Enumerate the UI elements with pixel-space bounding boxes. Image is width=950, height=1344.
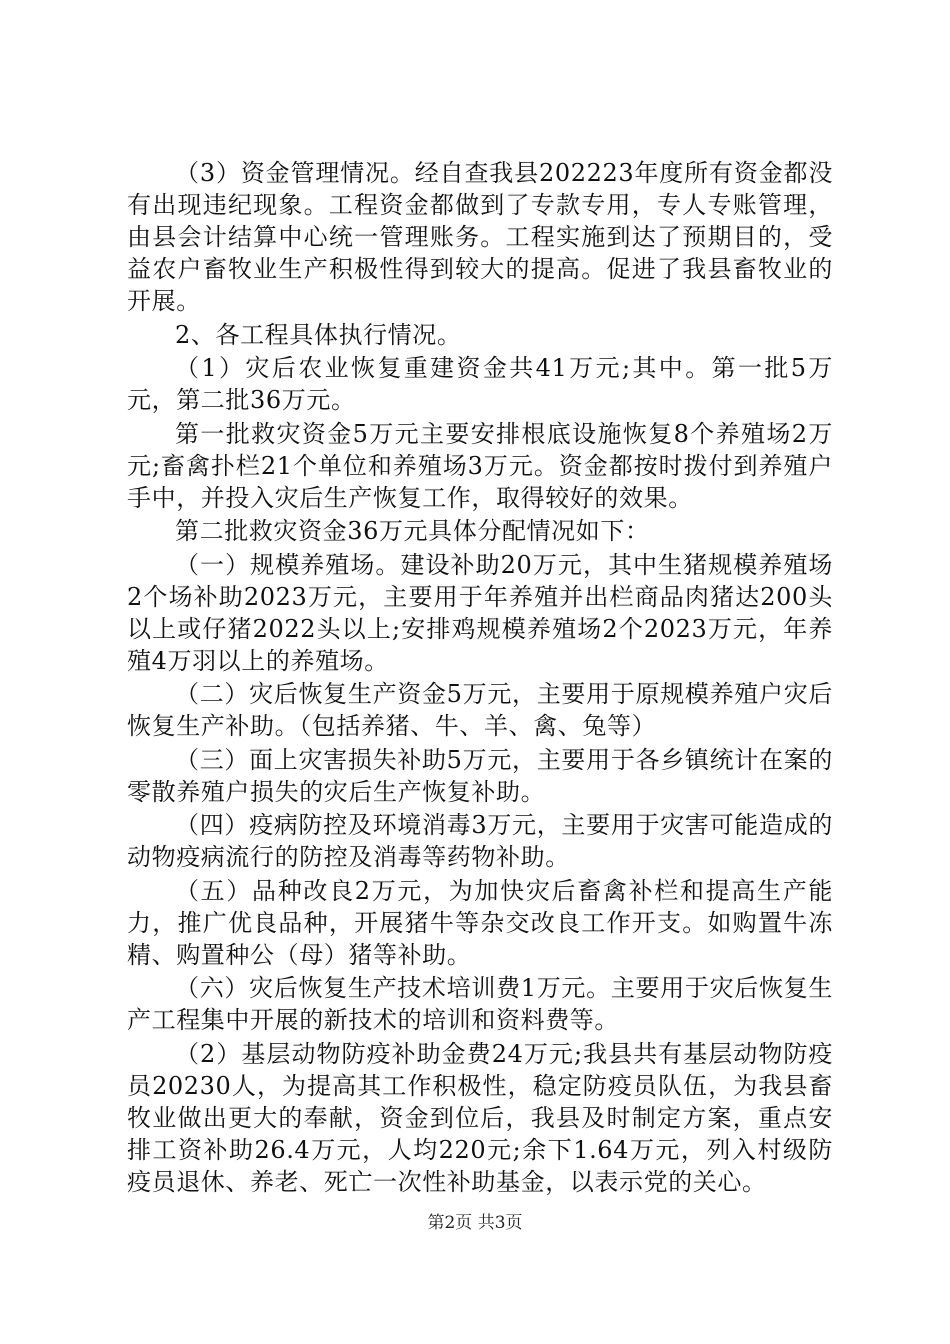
paragraph-item-breed-improvement: （五）品种改良2万元，为加快灾后畜禽补栏和提高生产能力，推广优良品种，开展猪牛等杂交改良工作开支。如购置牛冻精、购置种公（母）猪等补助。 [127, 876, 833, 969]
paragraph-fund-management: （3）资金管理情况。经自查我县202223年度所有资金都没有出现违纪现象。工程资金都做到了专款专用，专人专账管理，由县会计结算中心统一管理账务。工程实施到达了预期目的，受益农户畜牧业生产积极性得到较大的提高。促进了我县畜牧业的开展。 [127, 159, 833, 315]
paragraph-item-recovery-funds: （二）灾后恢复生产资金5万元，主要用于原规模养殖户灾后恢复生产补助。（包括养猪、牛、羊、禽、兔等） [127, 680, 833, 740]
paragraph-item-scale-farms: （一）规模养殖场。建设补助20万元，其中生猪规模养殖场2个场补助2023万元，主要用于年养殖并出栏商品肉猪达200头以上或仔猪2022头以上;安排鸡规模养殖场2个2023万元，年养殖4万羽以上的养殖场。 [127, 550, 833, 675]
paragraph-first-batch: 第一批救灾资金5万元主要安排根底设施恢复8个养殖场2万元;畜禽扑栏21个单位和养殖场3万元。资金都按时拨付到养殖户手中，并投入灾后生产恢复工作，取得较好的效果。 [127, 419, 833, 512]
paragraph-epidemic-prevention-subsidy: （2）基层动物防疫补助金费24万元;我县共有基层动物防疫员20230人，为提高其工作积极性，稳定防疫员队伍，为我县畜牧业做出更大的奉献，资金到位后，我县及时制定方案，重点安排工资补助26.4万元，人均220元;余下1.64万元，列入村级防疫员退休、养老、死亡一次性补助基金，以表示党的关心。 [127, 1039, 833, 1196]
paragraph-item-disaster-loss: （三）面上灾害损失补助5万元，主要用于各乡镇统计在案的零散养殖户损失的灾后生产恢复补助。 [127, 745, 833, 806]
paragraph-item-disease-control: （四）疫病防控及环境消毒3万元，主要用于灾害可能造成的动物疫病流行的防控及消毒等药物补助。 [127, 811, 833, 871]
paragraph-item-training: （六）灾后恢复生产技术培训费1万元。主要用于灾后恢复生产工程集中开展的新技术的培训和资料费等。 [127, 974, 833, 1034]
paragraph-reconstruction-funds: （1）灾后农业恢复重建资金共41万元;其中。第一批5万元，第二批36万元。 [127, 354, 833, 414]
paragraph-project-execution-heading: 2、各工程具体执行情况。 [175, 320, 462, 349]
page-footer: 第2页 共3页 [427, 1213, 523, 1233]
paragraph-second-batch-intro: 第二批救灾资金36万元具体分配情况如下： [175, 517, 650, 545]
document-body [127, 157, 833, 1199]
